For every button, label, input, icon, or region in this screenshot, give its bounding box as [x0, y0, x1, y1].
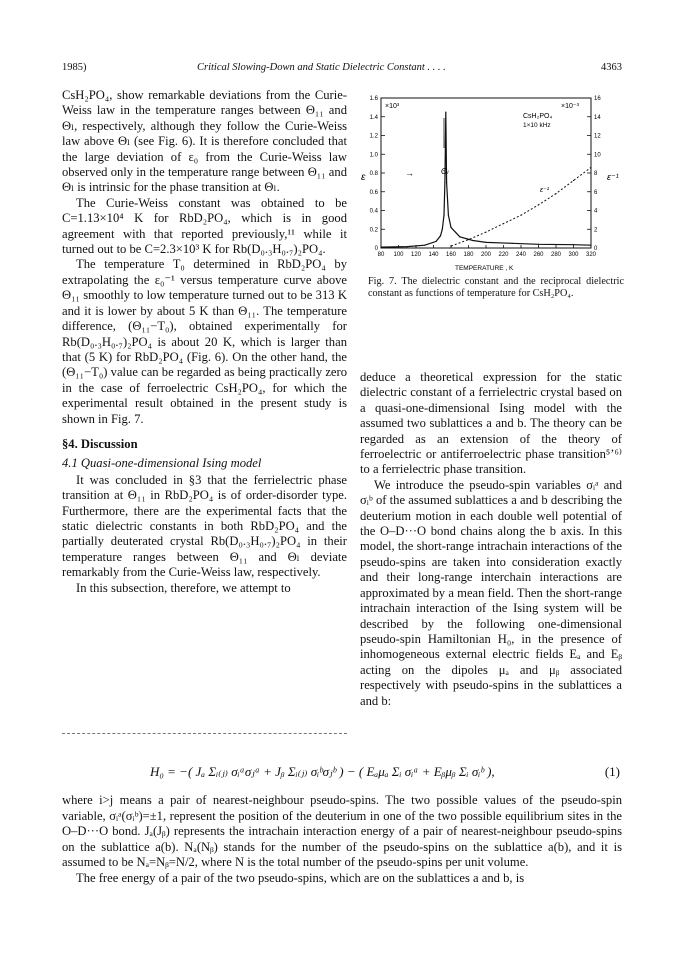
y-right-tick-label: 4	[594, 208, 598, 215]
paragraph: In this subsection, therefore, we attempt to	[76, 580, 291, 595]
dielectric-chart	[355, 88, 623, 278]
theta-c-label: Θₗ	[441, 167, 449, 176]
paragraph: It was concluded in §3 that the ferrielectric phase transition at Θ₁₁ in RbD₂PO₄ is of order-disorder type. Furthermore, there are the experimental facts that the static dielectric constants in both RbD₂PO₄ and the partially deuterated crystal Rb(D₀.₃H₀.₇)₂PO₄ in their temperature ranges between Θ₁₁ and Θₗ deviate remarkably from the Curie-Weiss law, respectively.	[62, 472, 347, 580]
data-point	[503, 223, 504, 224]
x-tick-label: 180	[463, 252, 474, 258]
y-left-tick-label: 0	[374, 246, 378, 252]
x-tick-label: 240	[515, 252, 527, 258]
paragraph: The free energy of a pair of the two pseudo-spins, which are on the sublattices a and b, is	[76, 870, 525, 885]
series-line	[381, 112, 591, 247]
hamiltonian-equation: H₀ = −( Jₐ Σᵢ₍ⱼ₎ σᵢᵃσⱼᵃ + Jᵦ Σᵢ₍ⱼ₎ σᵢᵇσⱼᵇ ) − ( Eₐμₐ Σᵢ σᵢᵃ + Eᵦμᵦ Σᵢ σᵢᵇ ),	[150, 764, 495, 779]
curve-label: ε⁻¹	[540, 187, 550, 194]
x-tick-label: 200	[480, 252, 492, 258]
data-point	[538, 204, 539, 205]
y-right-tick-label: 2	[594, 227, 598, 234]
y-left-tick-label: 0.8	[369, 171, 378, 177]
data-point	[440, 235, 441, 236]
equation-number: (1)	[604, 764, 620, 779]
running-head	[62, 62, 622, 78]
y-left-tick-label: 1.4	[369, 114, 378, 121]
y-left-tick-label: 0.4	[369, 208, 378, 215]
paragraph: deduce a theoretical expression for the static dielectric constant of a ferrielectric crystal based on a quasi-one-dimensional Ising model with the assumed two sublattices a and b. The theory can be regarded as an extension of the theory of ferroelectric or antiferroelectric phase transition⁵ʼ⁶⁾ to a ferrielectric phase transition.	[360, 370, 622, 477]
section-heading: §4. Discussion	[62, 436, 138, 451]
frequency-label: 1×10 kHz	[523, 122, 551, 129]
x-tick-label: 260	[533, 252, 544, 258]
y-right-tick-label: 16	[594, 96, 601, 102]
y-left-tick-label: 1.2	[369, 133, 378, 140]
figure-caption-label: Fig. 7.	[368, 276, 397, 287]
y-right-tick-label: 14	[594, 114, 601, 121]
y-left-tick-label: 1.6	[369, 96, 378, 102]
y-right-tick-label: 6	[594, 189, 598, 196]
data-point	[485, 231, 486, 232]
x-tick-label: 100	[393, 252, 404, 258]
data-point	[448, 215, 449, 216]
data-point	[573, 244, 574, 245]
data-point	[450, 246, 451, 247]
x-tick-label: 160	[445, 252, 457, 258]
data-point	[407, 246, 408, 247]
x-tick-label: 220	[498, 252, 509, 258]
left-multiplier: ×10³	[385, 103, 400, 110]
data-point	[472, 240, 473, 241]
data-point	[520, 215, 521, 216]
data-point	[538, 244, 539, 245]
data-point	[590, 245, 591, 246]
y-left-tick-label: 0.2	[369, 227, 378, 234]
data-point	[450, 227, 451, 228]
figure-caption	[368, 276, 624, 300]
page-number: 4363	[601, 62, 622, 73]
bottom-text	[62, 793, 622, 887]
data-point	[590, 167, 591, 168]
y-right-tick-label: 10	[594, 152, 601, 159]
data-point	[485, 242, 486, 243]
data-point	[436, 241, 437, 242]
data-point	[380, 246, 381, 247]
x-tick-label: 120	[410, 252, 422, 258]
data-point	[468, 239, 469, 240]
series-line	[451, 167, 591, 246]
data-point	[443, 215, 444, 216]
figure-caption-text: The dielectric constant and the reciprocal dielectric constant as functions of temperature for CsH₂PO₄.	[368, 276, 624, 299]
y-right-tick-label: 0	[594, 246, 598, 252]
paragraph: The Curie-Weiss constant was obtained to be C=1.13×10⁴ K for RbD₂PO₄, which is in good agreement with that reported previously,¹¹ while it turned out to be C=2.3×10³ K for Rb(D₀.₃H₀.₇)₂PO₄.	[62, 195, 347, 257]
y-right-tick-label: 8	[594, 171, 598, 177]
data-point	[424, 245, 425, 246]
running-head-year: 1985)	[62, 62, 87, 73]
subsection-heading: 4.1 Quasi-one-dimensional Ising model	[62, 456, 262, 471]
x-tick-label: 280	[550, 252, 562, 258]
data-point	[446, 182, 447, 183]
right-axis-symbol: ε⁻¹	[607, 172, 619, 182]
x-axis-label: TEMPERATURE , K	[455, 265, 514, 272]
paragraph: The temperature T₀ determined in RbD₂PO₄ by extrapolating the ε₀⁻¹ versus temperature curve above Θ₁₁ smoothly to low temperature turned out to be 313 K and it is lower by about 5 K than Θ₁₁. The temperature difference, (Θ₁₁−T₀), obtained experimentally for Rb(D₀.₃H₀.₇)₂PO₄ is about 20 K, which is larger than that (5 K) for RbD₂PO₄ (Fig. 6). On the other hand, the (Θ₁₁−T₀) value can be regarded as being practically zero in the case of ferroelectric CsH₂PO₄, for which the experimental result obtained in the present study is shown in Fig. 7.	[62, 257, 347, 426]
data-point	[573, 180, 574, 181]
y-left-tick-label: 1.0	[369, 152, 378, 159]
arrow-label: →	[405, 168, 414, 178]
figure-7	[355, 88, 623, 278]
x-tick-label: 80	[377, 252, 385, 258]
right-column	[360, 370, 622, 709]
x-tick-label: 140	[428, 252, 439, 258]
sample-label: CsH₂PO₄	[523, 113, 553, 120]
y-left-tick-label: 0.6	[369, 189, 378, 196]
equation-1	[150, 752, 620, 794]
x-tick-label: 300	[568, 252, 579, 258]
data-point	[459, 236, 460, 237]
paragraph: where i>j means a pair of nearest-neighbour pseudo-spins. The two possible values of the pseudo-spin variable, σᵢᵃ(σᵢᵇ)=±1, represent the position of the deuterium in one of the two possible equilibrium sites in the O–D···O bond. Jₐ(Jᵦ) represents the intrachain interaction energy of a pair of nearest-neighbour pseudo-spins on the sublattice a(b). Nₐ(Nᵦ) stands for the number of the pseudo-spins on the sublattice a(b), and it is assumed to be Nₐ=Nᵦ=N/2, where N is the total number of the pseudo-spins per unit volume.	[62, 793, 622, 870]
data-point	[445, 111, 446, 112]
left-column	[62, 88, 347, 596]
paragraph: We introduce the pseudo-spin variables σᵢᵃ and σᵢᵇ of the assumed sublattices a and b describing the deuterium motion in each double well potential of the O–D···O bond chains along the b axis. In this model, the short-range intrachain interactions of the pseudo-spins are taken into consideration exactly and their long-range interchain interactions are approximated by a mean field. Then the short-range intrachain interaction of the Ising system will be described by the following one-dimensional pseudo-spin Hamiltonian H₀, in the presence of inhomogeneous external electric fields Eₐ and Eᵦ acting on the dipoles μₐ and μᵦ associated respectively with pseudo-spins in the sublattices a and b:	[360, 477, 622, 708]
paragraph: CsH₂PO₄, show remarkable deviations from the Curie-Weiss law in the temperature ranges between Θ₁₁ and Θₗ, respectively, although they follow the Curie-Weiss law above Θₗ (see Fig. 6). It is therefore concluded that the large deviation of ε₀ from the Curie-Weiss law observed only in the temperature range between Θ₁₁ and Θₗ is intrinsic for the phase transition at Θₗ.	[62, 88, 347, 195]
right-multiplier: ×10⁻³	[561, 103, 579, 110]
data-point	[512, 243, 513, 244]
column-separator-rule	[62, 733, 347, 734]
data-point	[442, 229, 443, 230]
data-point	[444, 182, 445, 183]
left-axis-symbol: ε	[361, 172, 366, 183]
data-point	[555, 193, 556, 194]
x-tick-label: 320	[585, 252, 597, 258]
running-head-title: Critical Slowing-Down and Static Dielectric Constant . . . .	[197, 62, 446, 73]
y-right-tick-label: 12	[594, 133, 601, 140]
